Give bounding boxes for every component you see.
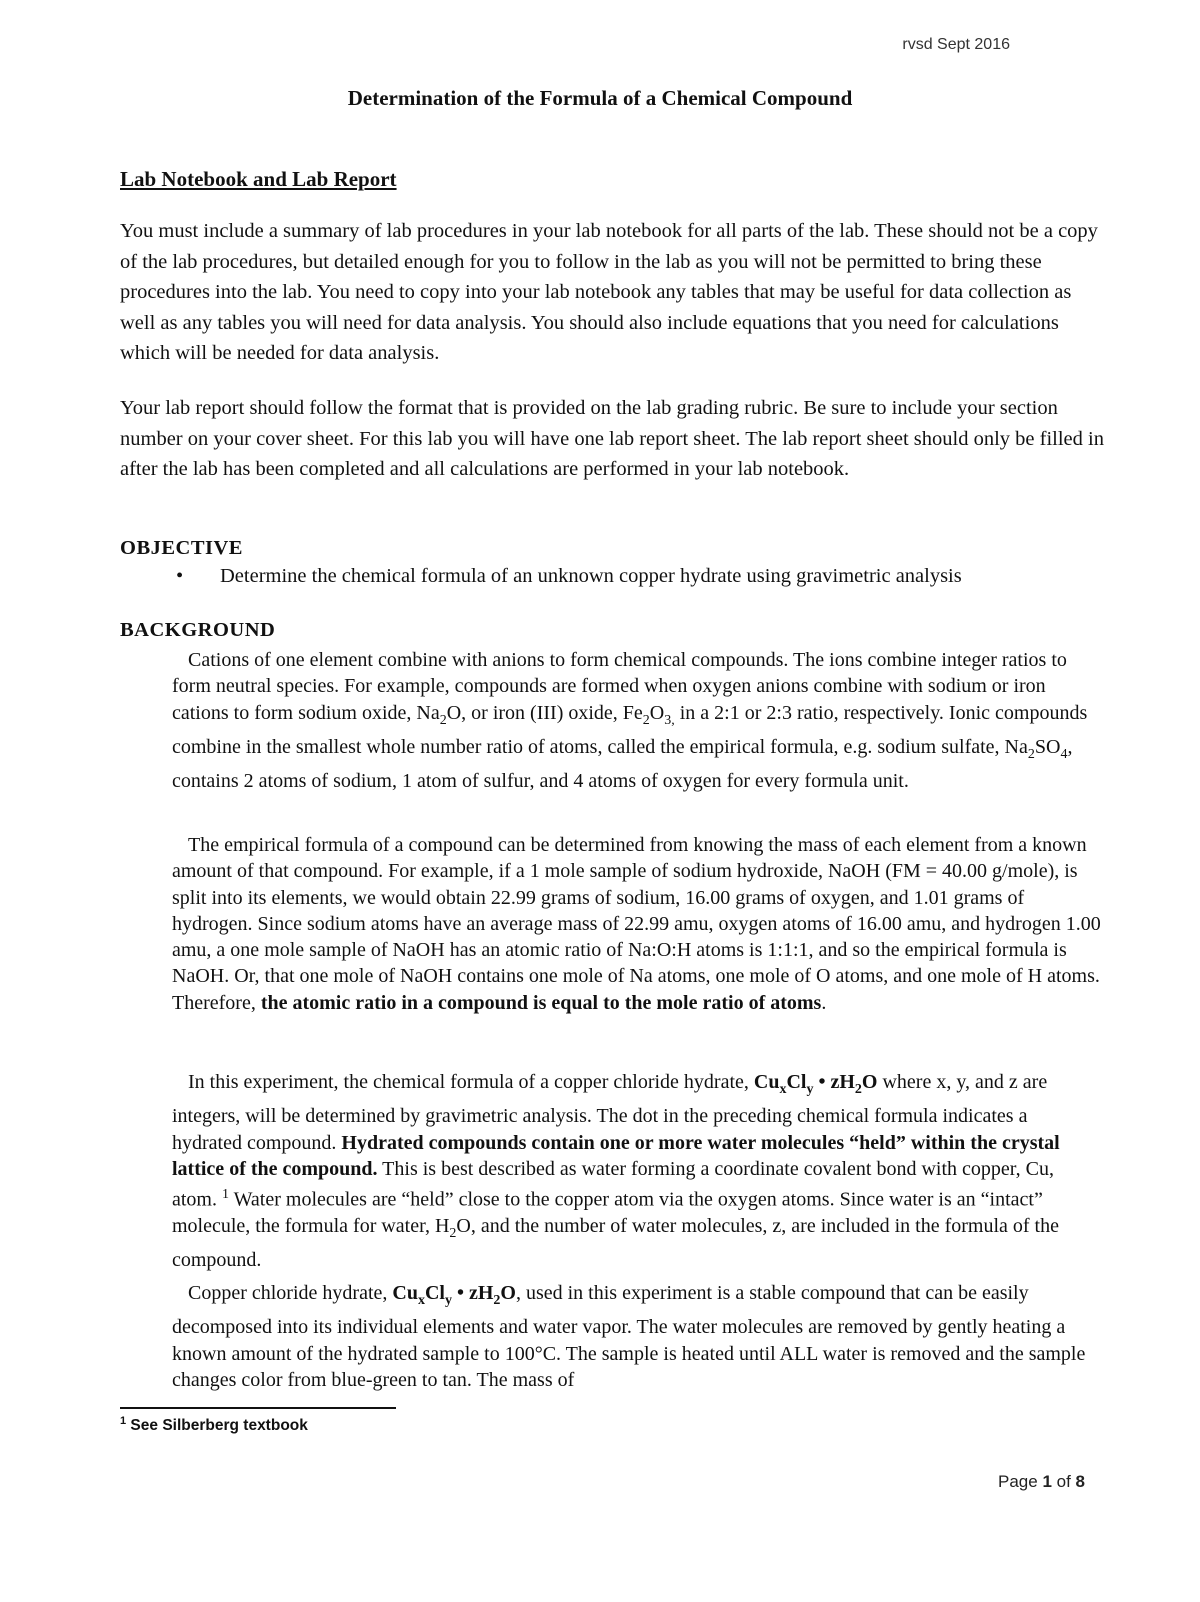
objective-heading: OBJECTIVE [120,537,243,559]
footnote: $^1$ See Silberberg textbook [120,1415,308,1435]
background-paragraph-3: In this experiment, the chemical formula of a copper chloride hydrate, $Cu_xCl_y$ • $zH_2O$ where x, y, and z are integers, will be determined by gravimetric analysis. The dot in the preceding chemical formula indicates a hydrated compound. Hydrated compounds contain one or more water molecules “held” within the crystal lattice of the compound. This is best described as water forming a coordinate covalent bond with copper, Cu, atom. $^1$ Water molecules are “held” close to the copper atom via the oxygen atoms. Since water is an “intact” molecule, the formula for water, $H_2O$, and the number of water molecules, z, are included in the formula of the compound. [172,1071,1060,1272]
formula-copper-chloride-hydrate: $Cu_xCl_y$ • $zH_2O$ [392,1282,516,1308]
background-paragraph-1: Cations of one element combine with anions to form chemical compounds. The ions combine integer ratios to form neutral species. For example, compounds are formed when oxygen anions combine with sodium or iron cations to form sodium oxide, $Na_2O$, or iron (III) oxide, $Fe_2O_{3,}$ in a 2:1 or 2:3 ratio, respectively. Ionic compounds combine in the smallest whole number ratio of atoms, called the empirical formula, e.g. sodium sulfate, $Na_2SO_4$, contains 2 atoms of sodium, 1 atom of sulfur, and 4 atoms of oxygen for every formula unit. [172,649,1088,793]
background-paragraph-4: Copper chloride hydrate, $Cu_xCl_y$ • $zH_2O$, used in this experiment is a stable compound that can be easily decomposed into its individual elements and water vapor. The water molecules are removed by gently heating a known amount of the hydrated sample to 100°C. The sample is heated until ALL water is removed and the sample changes color from blue-green to tan. The mass of [172,1282,1086,1391]
objective-text: Determine the chemical formula of an unknown copper hydrate using gravimetric analysis [220,565,962,587]
footnote-ref: 1 [222,1187,229,1203]
lab-notebook-paragraph-1: You must include a summary of lab procedures in your lab notebook for all parts of the lab. These should not be a copy of the lab procedures, but detailed enough for you to follow in the lab as you will not be permitted to bring these procedures into the lab. You need to copy into your lab notebook any tables that may be useful for data collection as well as any tables you will need for data analysis. You should also include equations that you need for calculations which will be needed for data analysis. [120,220,1098,364]
document-title: Determination of the Formula of a Chemical Compound [347,86,853,110]
formula-copper-chloride-hydrate: $Cu_xCl_y$ • $zH_2O$ [753,1071,878,1097]
background-paragraph-2: The empirical formula of a compound can be determined from knowing the mass of each element from a known amount of that compound. For example, if a 1 mole sample of sodium hydroxide, NaOH (FM = 40.00 g/mole), is split into its elements, we would obtain 22.99 grams of sodium, 16.00 grams of oxygen, and 1.01 grams of hydrogen. Since sodium atoms have an average mass of 22.99 amu, oxygen atoms of 16.00 amu, and hydrogen 1.00 amu, a one mole sample of NaOH has an atomic ratio of Na:O:H atoms is 1:1:1, and so the empirical formula is NaOH. Or, that one mole of NaOH contains one mole of Na atoms, one mole of O atoms, and one mole of H atoms. Therefore, the atomic ratio in a compound is equal to the mole ratio of atoms. [172,834,1101,1014]
background-heading: BACKGROUND [120,619,276,641]
section-heading-lab-notebook: Lab Notebook and Lab Report [120,167,397,191]
objective-bullet [176,565,962,588]
footnote-divider [120,1407,396,1409]
header-date: rvsd Sept 2016 [902,36,1010,53]
lab-notebook-paragraph-2: Your lab report should follow the format that is provided on the lab grading rubric. Be sure to include your section number on your cover sheet. For this lab you will have one lab report sheet. The lab report sheet should only be filled in after the lab has been completed and all calculations are performed in your lab notebook. [120,397,1104,480]
page-number: Page 1 of 8 [998,1472,1085,1491]
bullet-icon: • [176,565,184,587]
